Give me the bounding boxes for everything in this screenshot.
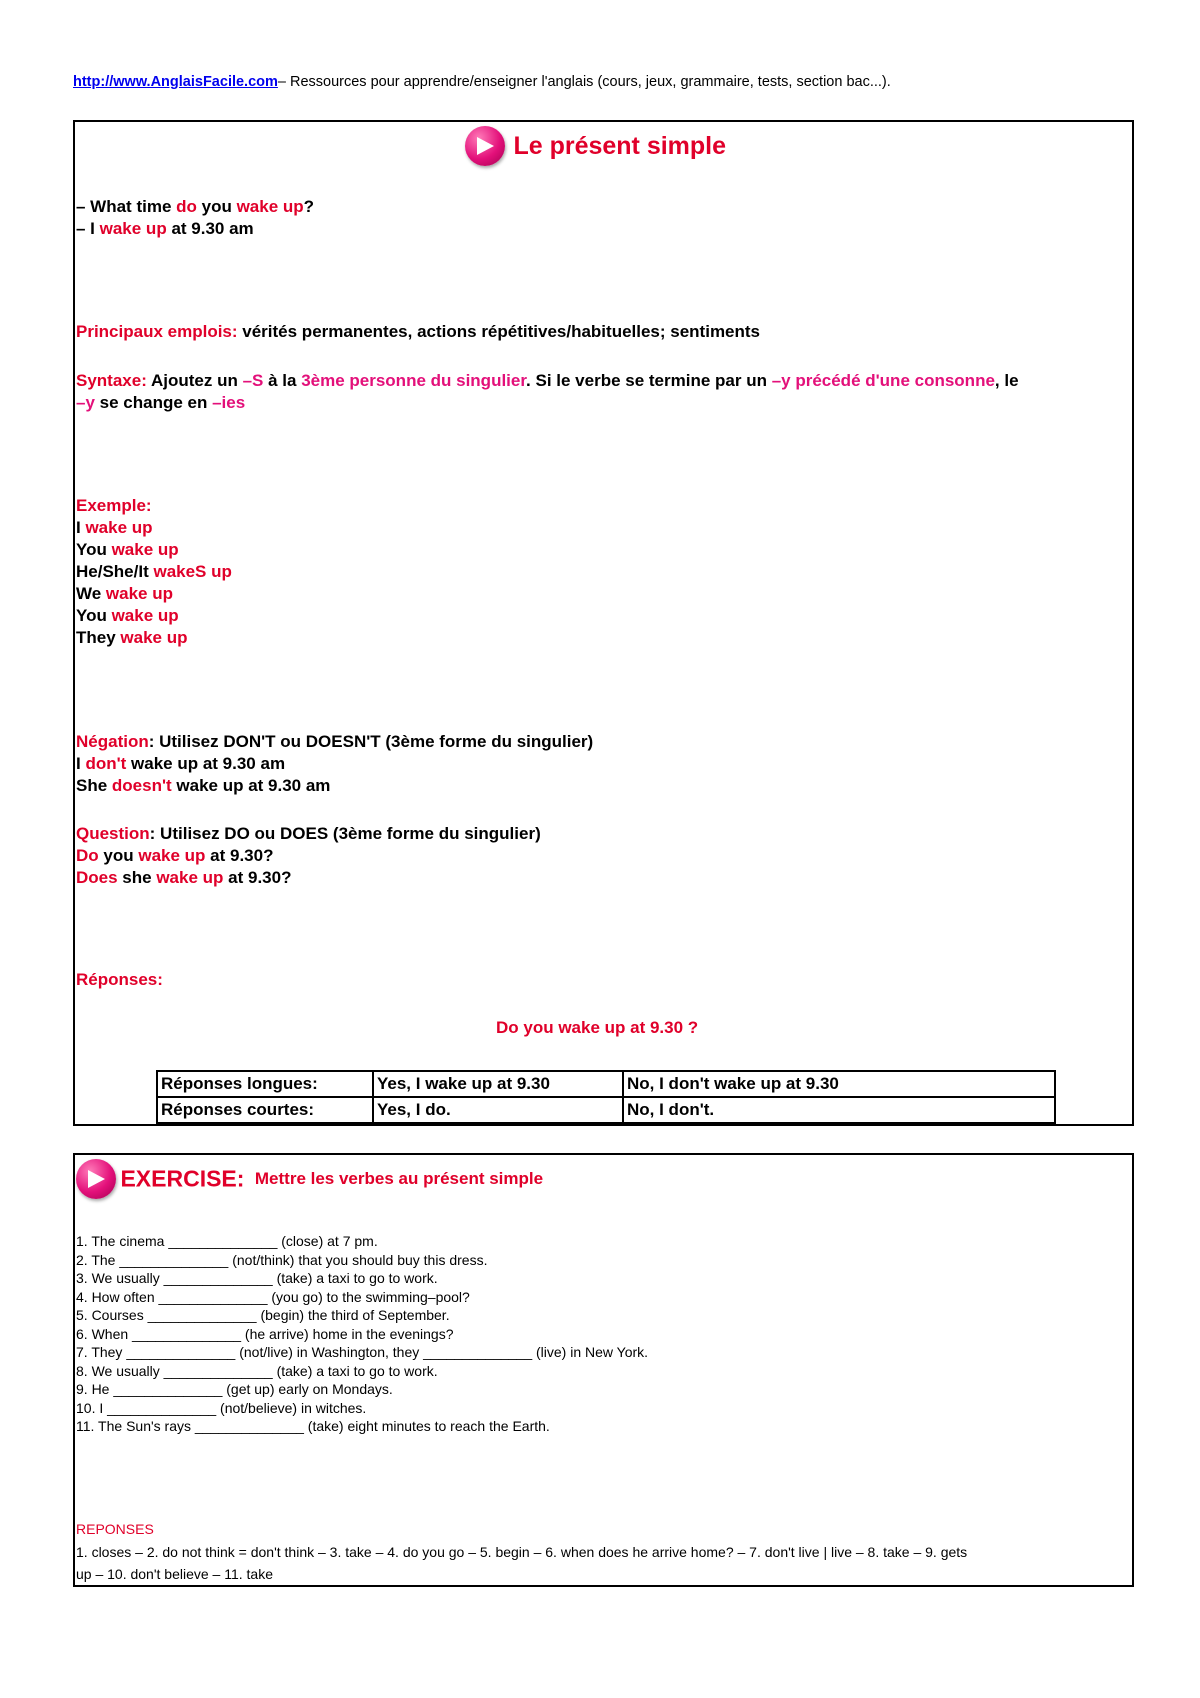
question-text: at 9.30?	[205, 846, 274, 865]
question-aux: Do	[76, 846, 99, 865]
example-row	[76, 517, 153, 539]
answers-table	[156, 1070, 1056, 1124]
arrow-icon	[76, 1159, 116, 1199]
example-row	[76, 583, 173, 605]
dialog-text: ?	[303, 197, 315, 216]
syntax-person: 3ème personne du singulier	[301, 371, 527, 390]
question-heading	[76, 823, 541, 845]
example-label-text: Exemple:	[76, 496, 152, 515]
answers-question	[496, 1017, 698, 1039]
example-row	[76, 561, 232, 583]
table-cell: Réponses courtes:	[157, 1097, 373, 1123]
example-pronoun: You	[76, 540, 112, 559]
list-item: 11. The Sun's rays ______________ (take) eight minutes to reach the Earth.	[76, 1418, 550, 1434]
answers-label-text: Réponses:	[76, 970, 163, 989]
exercise-answers-label: REPONSES	[76, 1521, 154, 1537]
negation-text: : Utilisez DON'T ou DOESN'T (3ème forme du singulier)	[148, 732, 594, 751]
syntax-text: se change en	[94, 393, 213, 412]
question-text: : Utilisez DO ou DOES (3ème forme du singulier)	[149, 824, 541, 843]
question-text: at 9.30?	[223, 868, 292, 887]
list-item: 8. We usually ______________ (take) a taxi to go to work.	[76, 1362, 438, 1379]
syntax-text: à la	[263, 371, 302, 390]
header-tagline: – Ressources pour apprendre/enseigner l'anglais (cours, jeux, grammaire, tests, section bac...).	[277, 74, 891, 90]
syntax-text: . Si le verbe se termine par un	[526, 371, 772, 390]
question-label: Question	[76, 824, 150, 843]
negation-aux: don't	[85, 754, 127, 773]
dialog-text: at 9.30 am	[166, 219, 254, 238]
table-cell: No, I don't.	[623, 1097, 1055, 1123]
syntax-line-2	[76, 392, 245, 414]
syntax-y: –y	[76, 393, 95, 412]
negation-text: wake up at 9.30 am	[171, 776, 331, 795]
example-pronoun: You	[76, 606, 112, 625]
question-text: she	[117, 868, 157, 887]
question-aux: Does	[76, 868, 118, 887]
example-row	[76, 539, 179, 561]
dialog-verb: wake up	[236, 197, 304, 216]
negation-text: I	[76, 754, 86, 773]
uses-line	[76, 321, 760, 343]
list-item: 5. Courses ______________ (begin) the third of September.	[76, 1307, 450, 1323]
negation-line-2	[76, 775, 330, 797]
negation-label: Négation	[76, 732, 149, 751]
answers-line-2: up – 10. don't believe – 11. take	[76, 1566, 274, 1582]
negation-heading	[76, 731, 593, 753]
lesson-title-row	[465, 126, 726, 166]
dialog-line-1	[76, 196, 314, 218]
example-verb: wake up	[120, 628, 188, 647]
example-verb: wake up	[105, 584, 174, 603]
negation-aux: doesn't	[111, 776, 172, 795]
uses-text: vérités permanentes, actions répétitives/habituelles; sentiments	[237, 322, 761, 341]
answers-question-text: Do you wake up at 9.30 ?	[496, 1018, 699, 1037]
syntax-line-1	[76, 370, 1019, 392]
dialog-line-2	[76, 218, 254, 240]
example-row	[76, 627, 188, 649]
list-item: 2. The ______________ (not/think) that you should buy this dress.	[76, 1251, 488, 1268]
example-pronoun: We	[76, 584, 106, 603]
lesson-box	[73, 120, 1134, 1126]
question-line-2	[76, 867, 291, 889]
question-text: you	[98, 846, 139, 865]
syntax-ies: –ies	[212, 393, 246, 412]
list-item: 1. The cinema ______________ (close) at 7 pm.	[76, 1233, 378, 1249]
dialog-verb: wake up	[99, 219, 167, 238]
answers-label	[76, 969, 163, 991]
list-item: 10. I ______________ (not/believe) in witches.	[76, 1399, 367, 1416]
example-pronoun: I	[76, 518, 86, 537]
exercise-subtitle: Mettre les verbes au présent simple	[254, 1169, 544, 1188]
table-cell: Réponses longues:	[157, 1071, 373, 1097]
table-cell: Yes, I wake up at 9.30	[373, 1071, 623, 1097]
syntax-text: , le	[994, 371, 1019, 390]
exercise-box	[73, 1153, 1134, 1587]
table-cell: Yes, I do.	[373, 1097, 623, 1123]
example-pronoun: They	[76, 628, 121, 647]
dialog-text: you	[196, 197, 237, 216]
list-item: 7. They ______________ (not/live) in Washington, they ______________ (live) in New York.	[76, 1344, 649, 1360]
answers-line-1: 1. closes – 2. do not think = don't think – 3. take – 4. do you go – 5. begin – 6. when does he arrive home? – 7. don't live | live – 8. take – 9. gets	[76, 1544, 968, 1560]
table-row	[157, 1097, 1055, 1123]
question-line-1	[76, 845, 273, 867]
syntax-text: Ajoutez un	[146, 371, 243, 390]
example-verb: wake up	[111, 606, 179, 625]
question-verb: wake up	[138, 846, 206, 865]
list-item: 6. When ______________ (he arrive) home in the evenings?	[76, 1325, 454, 1342]
exercise-title: EXERCISE:	[120, 1165, 245, 1192]
question-verb: wake up	[156, 868, 224, 887]
dialog-aux: do	[176, 197, 197, 216]
example-row	[76, 605, 179, 627]
exercise-title-row	[76, 1159, 543, 1199]
dialog-text: – What time	[76, 197, 177, 216]
negation-text: wake up at 9.30 am	[126, 754, 286, 773]
list-item: 9. He ______________ (get up) early on Mondays.	[76, 1381, 393, 1397]
syntax-y-rule: –y précédé d'une consonne	[771, 371, 995, 390]
negation-text: She	[76, 776, 112, 795]
exercise-answers	[76, 1541, 967, 1585]
example-verb: wake up	[85, 518, 153, 537]
example-pronoun: He/She/It	[76, 562, 154, 581]
exercise-list	[76, 1232, 648, 1436]
header	[73, 74, 891, 90]
negation-line-1	[76, 753, 285, 775]
uses-label: Principaux emplois:	[76, 322, 238, 341]
example-verb: wakeS up	[153, 562, 232, 581]
lesson-title: Le présent simple	[513, 131, 727, 160]
syntax-label: Syntaxe:	[76, 371, 147, 390]
list-item: 4. How often ______________ (you go) to the swimming–pool?	[76, 1288, 470, 1305]
example-label	[76, 495, 152, 517]
table-cell: No, I don't wake up at 9.30	[623, 1071, 1055, 1097]
list-item: 3. We usually ______________ (take) a taxi to go to work.	[76, 1270, 438, 1286]
syntax-suffix: –S	[242, 371, 264, 390]
table-row	[157, 1071, 1055, 1097]
site-link[interactable]: http://www.AnglaisFacile.com	[73, 74, 278, 90]
arrow-icon	[465, 126, 505, 166]
example-verb: wake up	[111, 540, 179, 559]
dialog-text: – I	[76, 219, 100, 238]
